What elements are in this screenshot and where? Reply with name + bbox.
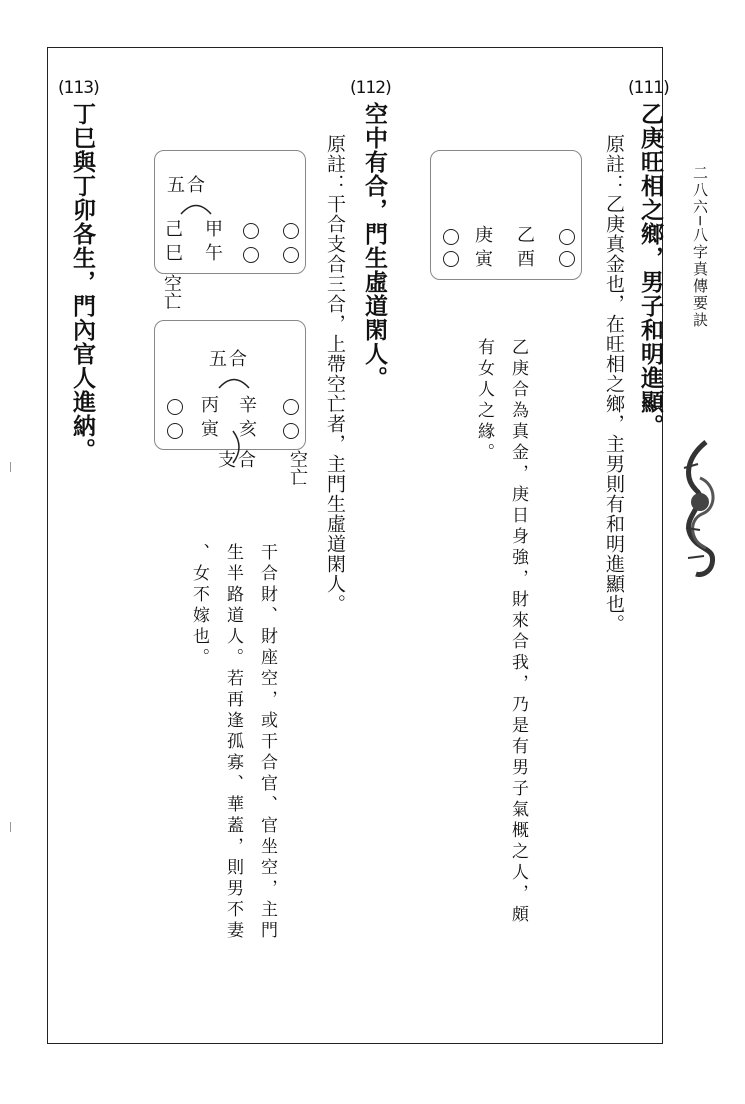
empty-pillar-marker: [283, 399, 299, 415]
section-number-111: (111): [628, 78, 669, 98]
empty-pillar-marker: [283, 247, 299, 263]
branch-char: 寅: [475, 249, 493, 270]
empty-pillar-marker: [559, 251, 575, 267]
original-note-111: 原註：乙庚真金也，在旺相之鄉，主男則有和明進顯也。: [603, 134, 625, 634]
bazi-chart-112a: [154, 150, 306, 274]
section-title-112: 空中有合，門生虛道閑人。: [361, 102, 387, 390]
empty-pillar-marker: [167, 423, 183, 439]
empty-pillar-marker: [559, 229, 575, 245]
commentary-112-line-3: 、女不嫁也。: [189, 543, 209, 669]
branch-combination-label: 支合: [218, 450, 258, 471]
void-label: 空亡: [287, 450, 308, 486]
commentary-112-line-2: 生半路道人。若再逢孤寡、華蓋，則男不妻: [223, 543, 243, 942]
empty-pillar-marker: [283, 423, 299, 439]
combination-arc-icon: [217, 373, 251, 389]
empty-pillar-marker: [243, 247, 259, 263]
five-combination-label: 五合: [167, 175, 207, 196]
empty-pillar-marker: [243, 223, 259, 239]
section-title-111: 乙庚旺相之鄉，男子和明進顯。: [637, 102, 663, 438]
stem-char: 乙: [517, 225, 535, 246]
void-label: 空亡: [161, 274, 182, 310]
section-number-113: (113): [58, 78, 99, 98]
page-frame: [47, 47, 669, 1044]
combination-arc-icon: [179, 199, 213, 215]
stem-char: 辛: [239, 395, 257, 416]
margin-mark: [10, 822, 11, 832]
branch-char: 午: [205, 243, 223, 264]
empty-pillar-marker: [283, 223, 299, 239]
commentary-112-line-1: 干合財、財座空，或干合官、官坐空，主門: [257, 543, 277, 942]
branch-char: 亥: [239, 419, 257, 440]
stem-char: 甲: [205, 219, 223, 240]
bazi-chart-112b: [154, 320, 306, 450]
commentary-111-line-1: 乙庚合為真金，庚日身強，財來合我，乃是有男子氣概之人，頗: [508, 338, 528, 926]
stem-char: 庚: [475, 225, 493, 246]
page-header: 二八六─八字真傳要訣: [691, 165, 709, 330]
bazi-chart-111: [430, 150, 582, 280]
five-combination-label: 五合: [209, 349, 249, 370]
stem-char: 己: [165, 219, 183, 240]
section-number-112: (112): [350, 78, 391, 98]
section-title-113: 丁巳與丁卯各生，門內官人進納。: [69, 102, 95, 462]
stem-char: 丙: [201, 395, 219, 416]
dragon-ornament-icon: [676, 438, 722, 578]
margin-mark: [10, 462, 11, 472]
commentary-111-line-2: 有女人之緣。: [474, 338, 494, 464]
branch-char: 酉: [517, 249, 535, 270]
branch-char: 寅: [201, 419, 219, 440]
empty-pillar-marker: [443, 229, 459, 245]
empty-pillar-marker: [167, 399, 183, 415]
original-note-112: 原註：干合支合三合，上帶空亡者，主門生虛道閑人。: [324, 134, 346, 614]
empty-pillar-marker: [443, 251, 459, 267]
branch-char: 巳: [165, 243, 183, 264]
